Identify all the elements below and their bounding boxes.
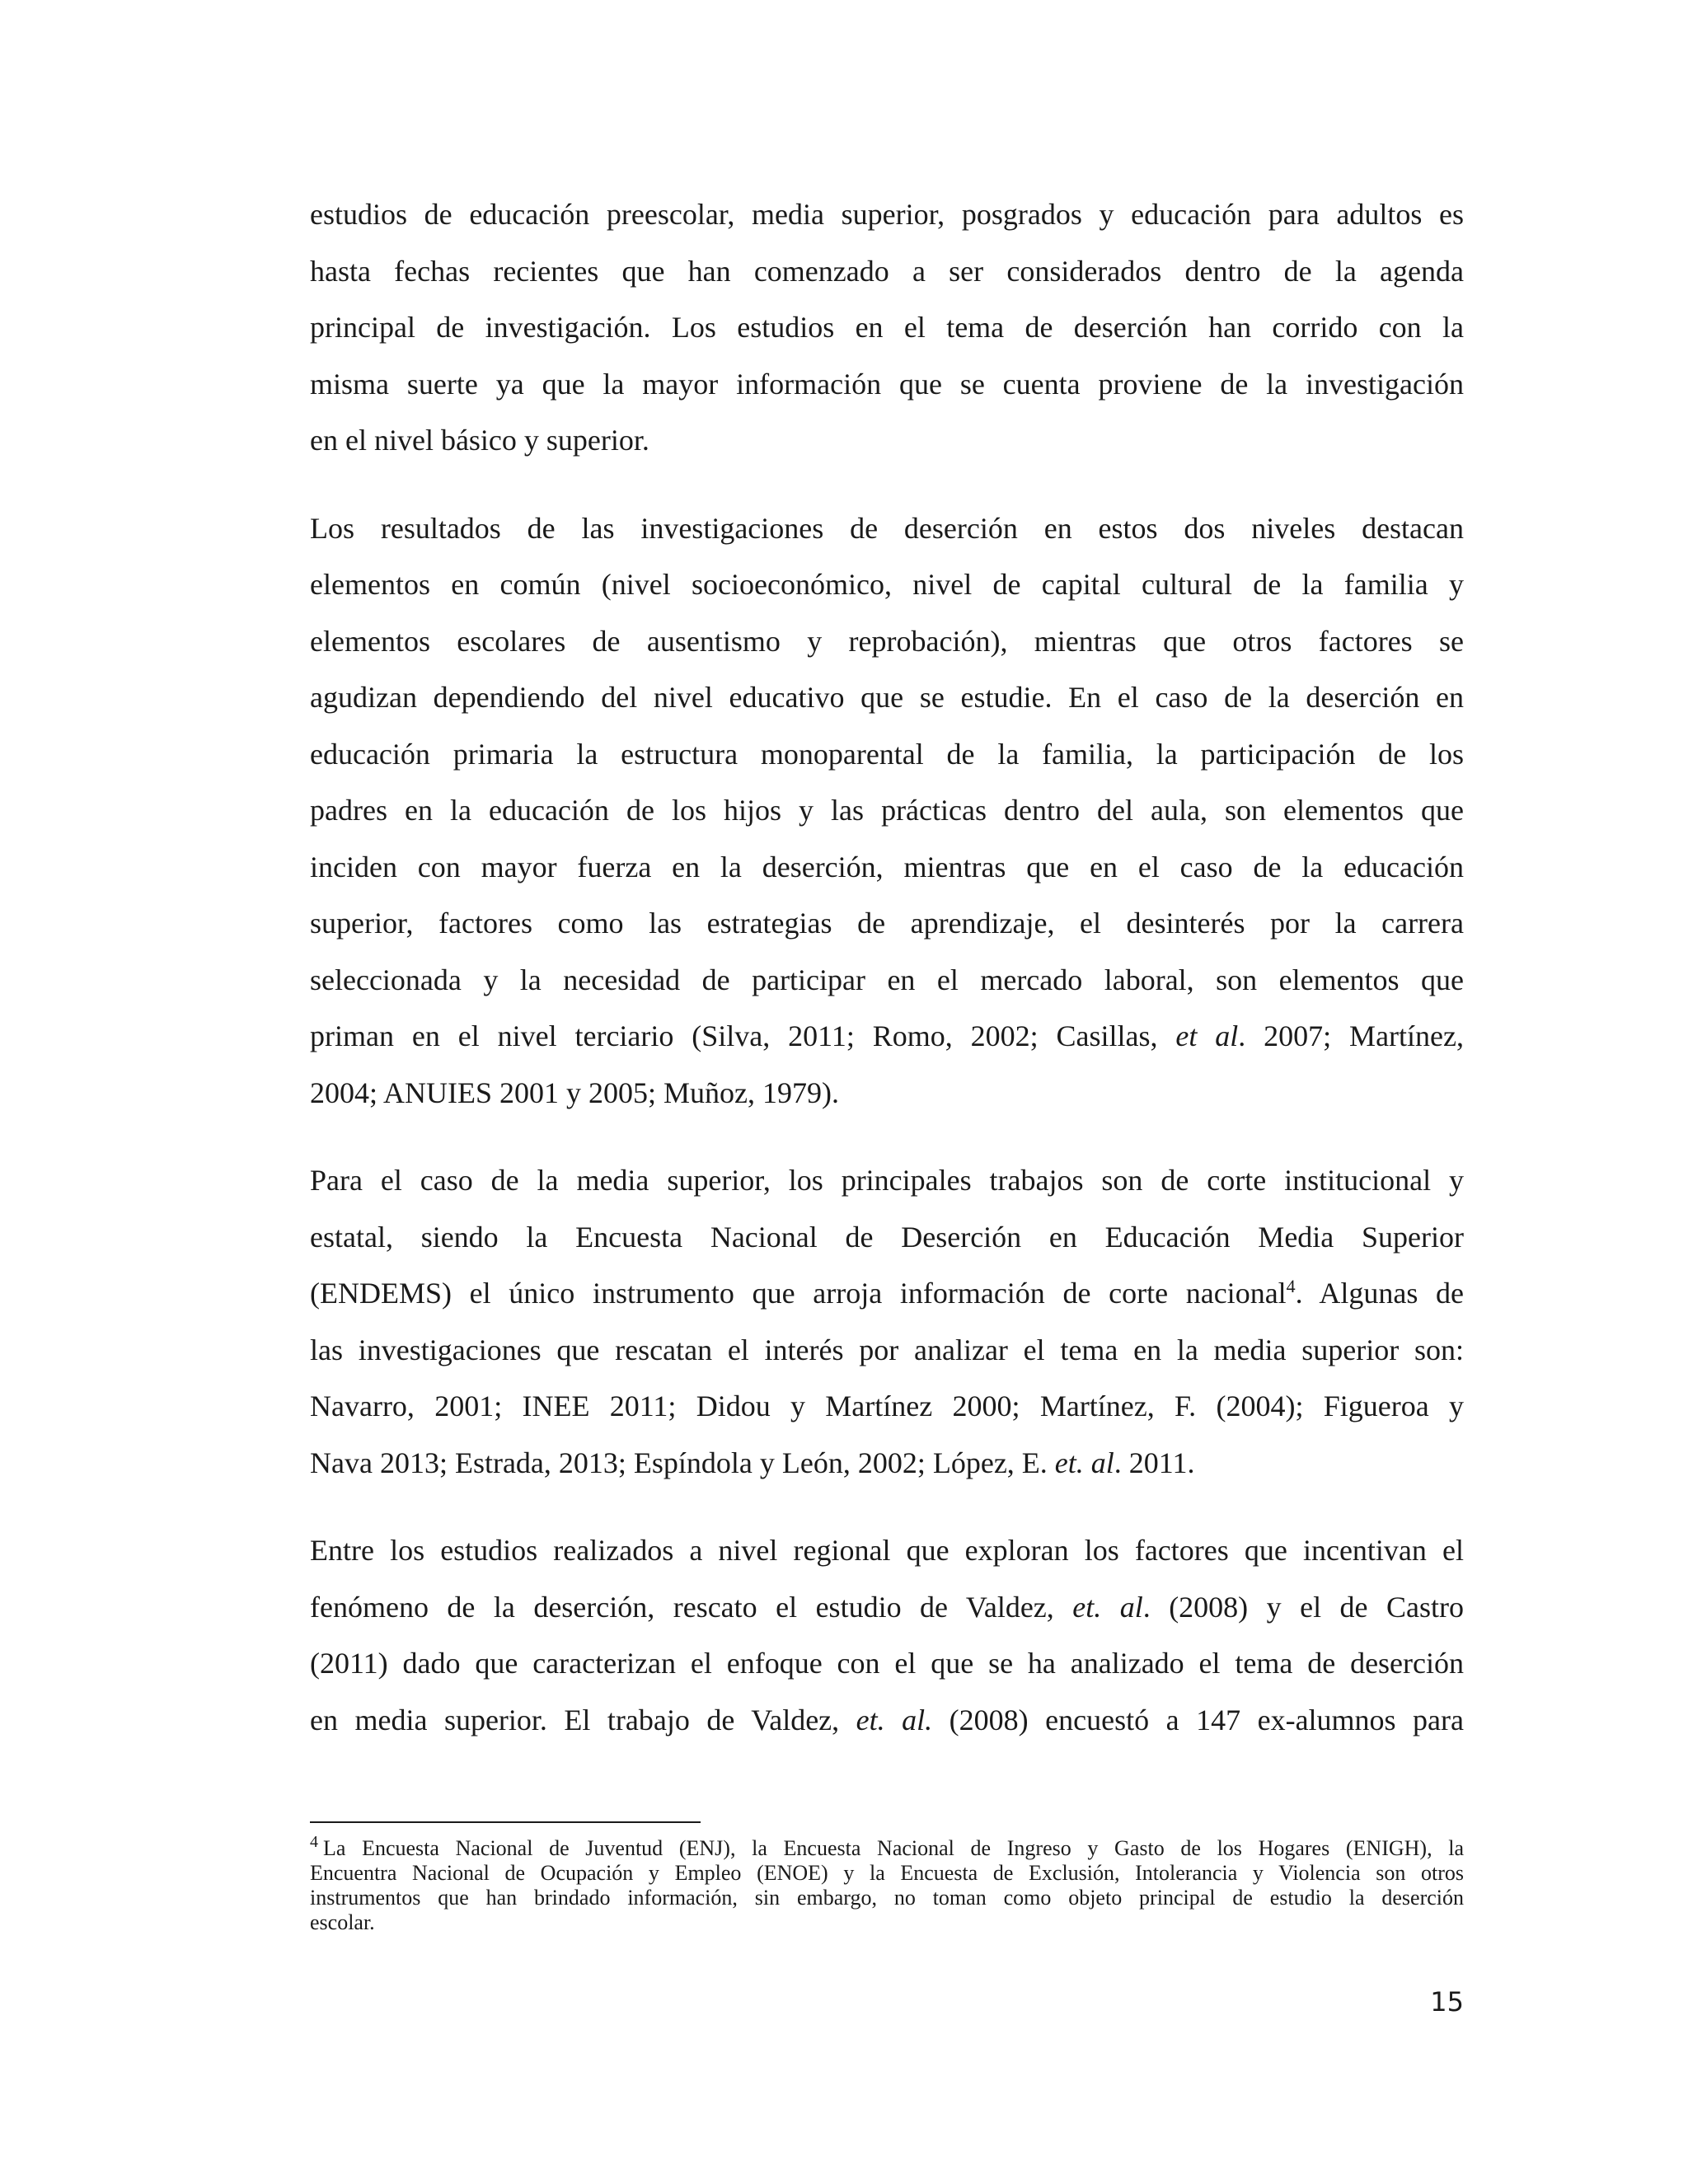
text-line xyxy=(310,1692,1464,1749)
citation-text: . 2011. xyxy=(1114,1446,1195,1479)
footnote-mark: 4 xyxy=(310,1833,318,1852)
footnote-line: Encuentra Nacional de Ocupación y Empleo (ENOE) y la Encuesta de Exclusión, Intolerancia y Violencia son otros xyxy=(310,1861,1464,1885)
text-line: inciden con mayor fuerza en la deserción, mientras que en el caso de la educación xyxy=(310,850,1464,883)
text-line: misma suerte ya que la mayor información que se cuenta proviene de la investigación xyxy=(310,367,1464,401)
text-line: estudios de educación preescolar, media superior, posgrados y educación para adultos es xyxy=(310,198,1464,231)
text-line-endems xyxy=(310,1265,1464,1322)
endems-text: (ENDEMS) el único instrumento que arroja información de corte nacional xyxy=(310,1277,1287,1310)
text-line: Los resultados de las investigaciones de deserción en estos dos niveles destacan xyxy=(310,511,1464,545)
citation-text: fenómeno de la deserción, rescato el estudio de Valdez, xyxy=(310,1590,1073,1624)
text-line: seleccionada y la necesidad de participar en el mercado laboral, son elementos que xyxy=(310,963,1464,996)
text-line: superior, factores como las estrategias de aprendizaje, el desinterés por la carrera xyxy=(310,907,1464,940)
footnote-reference[interactable]: 4 xyxy=(1286,1276,1296,1296)
text-line: principal de investigación. Los estudios en el tema de deserción han corrido con la xyxy=(310,311,1464,344)
text-line-citation xyxy=(310,1008,1464,1065)
text-line: hasta fechas recientes que han comenzado a ser considerados dentro de la agenda xyxy=(310,254,1464,288)
text-line: Navarro, 2001; INEE 2011; Didou y Martínez 2000; Martínez, F. (2004); Figueroa y xyxy=(310,1390,1464,1422)
citation-italic: et. al xyxy=(1054,1446,1114,1479)
text-line xyxy=(310,1435,1464,1492)
footnote-line xyxy=(310,1833,1464,1861)
text-line: Para el caso de la media superior, los principales trabajos son de corte institucional y xyxy=(310,1164,1464,1197)
text-line: agudizan dependiendo del nivel educativo que se estudie. En el caso de la deserción en xyxy=(310,681,1464,714)
footnote-separator xyxy=(310,1821,701,1823)
citation-text: Nava 2013; Estrada, 2013; Espíndola y León, 2002; López, E. xyxy=(310,1446,1055,1479)
paragraph-2 xyxy=(310,500,1464,1122)
citation-italic: et al xyxy=(1175,1019,1239,1052)
citation-text: priman en el nivel terciario (Silva, 2011; Romo, 2002; Casillas, xyxy=(310,1019,1176,1052)
paragraph-4 xyxy=(310,1522,1464,1748)
citation-text: (2008) encuestó a 147 ex-alumnos para xyxy=(932,1703,1465,1736)
citation-text: . 2007; Martínez, xyxy=(1238,1019,1464,1052)
text-line: elementos escolares de ausentismo y reprobación), mientras que otros factores se xyxy=(310,624,1464,658)
text-line: estatal, siendo la Encuesta Nacional de Deserción en Educación Media Superior xyxy=(310,1220,1464,1254)
footnote-text: La Encuesta Nacional de Juventud (ENJ), la Encuesta Nacional de Ingreso y Gasto de los Hogares (ENIGH), la xyxy=(323,1836,1464,1860)
footnote-line: escolar. xyxy=(310,1910,375,1934)
page-number: 15 xyxy=(1430,1986,1464,2018)
text-line: padres en la educación de los hijos y las prácticas dentro del aula, son elementos que xyxy=(310,794,1464,827)
endems-text: . Algunas de xyxy=(1295,1277,1464,1310)
text-line: en el nivel básico y superior. xyxy=(310,424,649,457)
text-line: (2011) dado que caracterizan el enfoque con el que se ha analizado el tema de deserción xyxy=(310,1647,1464,1680)
footnote xyxy=(310,1833,1464,1935)
text-line: 2004; ANUIES 2001 y 2005; Muñoz, 1979). xyxy=(310,1076,839,1109)
citation-text: en media superior. El trabajo de Valdez, xyxy=(310,1703,856,1736)
body-text xyxy=(310,186,1464,1779)
text-line: elementos en común (nivel socioeconómico, nivel de capital cultural de la familia y xyxy=(310,568,1464,601)
text-line xyxy=(310,1579,1464,1636)
text-line: Entre los estudios realizados a nivel regional que exploran los factores que incentivan el xyxy=(310,1534,1464,1567)
text-line: educación primaria la estructura monoparental de la familia, la participación de los xyxy=(310,737,1464,771)
paragraph-1 xyxy=(310,186,1464,469)
citation-italic: et. al xyxy=(1072,1590,1143,1624)
paragraph-3 xyxy=(310,1152,1464,1491)
text-line: las investigaciones que rescatan el interés por analizar el tema en la media superior son: xyxy=(310,1333,1464,1366)
footnote-line: instrumentos que han brindado información, sin embargo, no toman como objeto principal de estudio la deserción xyxy=(310,1886,1464,1910)
citation-text: . (2008) y el de Castro xyxy=(1142,1590,1464,1624)
citation-italic: et. al. xyxy=(856,1703,933,1736)
